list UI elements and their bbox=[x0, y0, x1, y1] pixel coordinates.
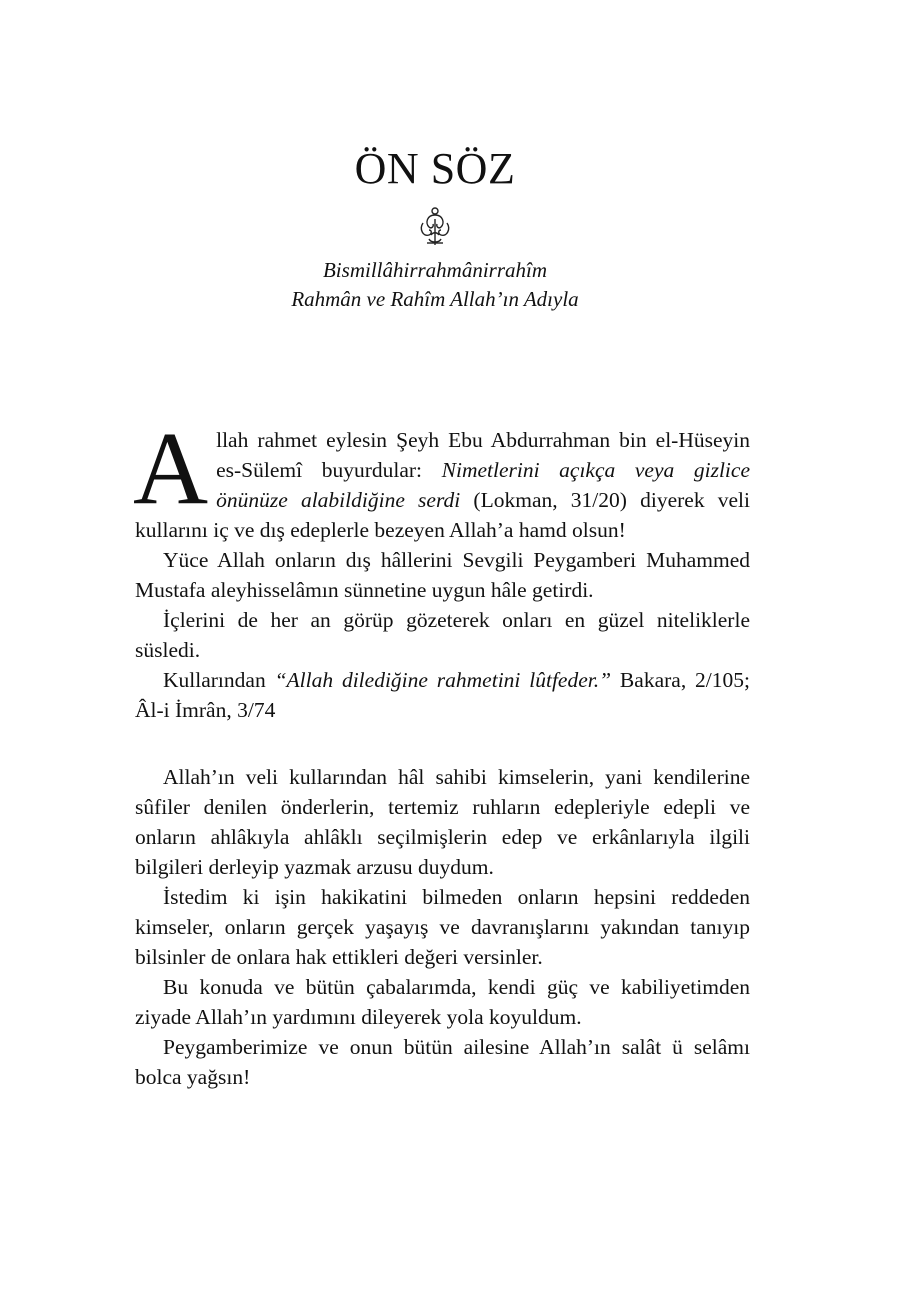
preface-body bbox=[133, 411, 750, 1092]
basmala-line-1: Bismillâhirrahmânirrahîm bbox=[322, 258, 548, 282]
quote-italic: “Allah dilediğine rahmetini lûtfeder.” bbox=[274, 668, 612, 692]
basmala-block bbox=[0, 256, 870, 314]
page-title: ÖN SÖZ bbox=[354, 144, 516, 193]
basmala-line-2: Rahmân ve Rahîm Allah’ın Adıyla bbox=[291, 287, 579, 311]
paragraph: Bu konuda ve bütün çabalarımda, kendi güç ve kabiliyetimden ziyade Allah’ın yardımını dileyerek yola koyuldum. bbox=[135, 975, 750, 1029]
text-run: (Lokman, 31/20) diyerek veli kullarını iç ve dış edeplerle bezeyen Allah’a hamd olsun! bbox=[135, 488, 750, 542]
drop-cap: A bbox=[133, 411, 209, 526]
paragraph bbox=[133, 411, 750, 545]
quote-italic: Nimetlerini açıkça veya gizlice önünüze alabildiğine serdi bbox=[216, 458, 750, 512]
paragraph: Allah’ın veli kullarından hâl sahibi kimselerin, yani kendilerine sûfiler denilen önderlerin, tertemiz ruhların edepleriyle edepli ve onların ahlâkıyla ahlâklı seçilmişlerin edep ve erkânlarıyla ilgili bilgileri derleyip yazmak arzusu duydum. bbox=[135, 765, 750, 879]
text-run: Kullarından bbox=[163, 668, 275, 692]
paragraph: Yüce Allah onların dış hâllerini Sevgili Peygamberi Muhammed Mustafa aleyhisselâmın sünnetine uygun hâle getirdi. bbox=[135, 548, 750, 602]
text-run: llah rahmet eylesin Şeyh Ebu Abdurrahman bin el-Hüseyin es-Sülemî buyurdular: bbox=[216, 428, 750, 482]
section-gap bbox=[135, 725, 750, 762]
paragraph bbox=[135, 665, 750, 725]
paragraph: Peygamberimize ve onun bütün ailesine Allah’ın salât ü selâmı bolca yağsın! bbox=[135, 1035, 750, 1089]
fleur-ornament-icon bbox=[417, 205, 453, 249]
text-run: Bakara, 2/105; Âl-i İmrân, 3/74 bbox=[135, 668, 750, 722]
paragraph: İçlerini de her an görüp gözeterek onları en güzel niteliklerle süsledi. bbox=[135, 608, 750, 662]
paragraph: İstedim ki işin hakikatini bilmeden onların hepsini reddeden kimseler, onların gerçek yaşayış ve davranışlarını yakından tanıyıp bilsinler de onlara hak ettikleri değeri versinler. bbox=[135, 885, 750, 969]
